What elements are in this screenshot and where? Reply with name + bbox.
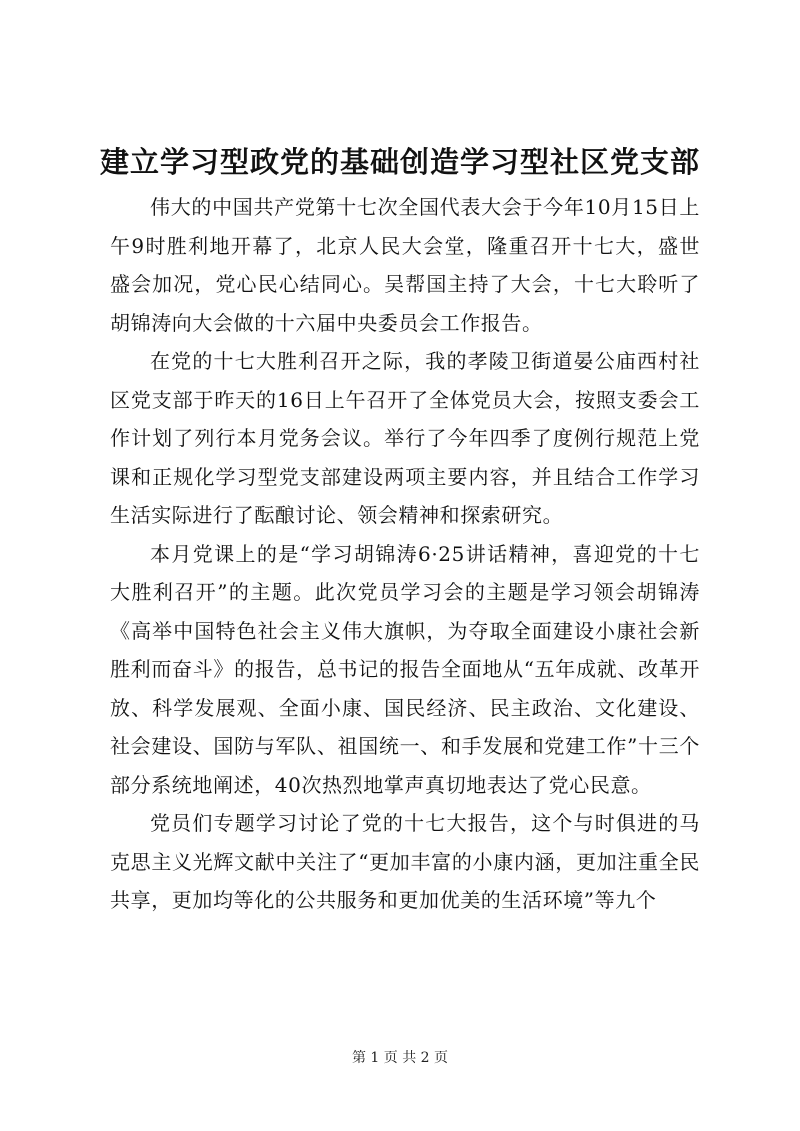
paragraph-4: 党员们专题学习讨论了党的十七大报告，这个与时俱进的马克思主义光辉文献中关注了“更加丰富的小康内涵，更加注重全民共享，更加均等化的公共服务和更加优美的生活环境”等九个 [110, 811, 700, 912]
paragraph-3: 本月党课上的是“学习胡锦涛6·25讲话精神，喜迎党的十七大胜利召开”的主题。此次党员学习会的主题是学习领会胡锦涛《高举中国特色社会主义伟大旗帜，为夺取全面建设小康社会新胜利而奋斗》的报告，总书记的报告全面地从“五年成就、改革开放、科学发展观、全面小康、国民经济、民主政治、文化建设、社会建设、国防与军队、祖国统一、和手发展和党建工作”十三个部分系统地阐述，40次热烈地掌声真切地表达了党心民意。 [110, 541, 700, 797]
paragraph-1: 伟大的中国共产党第十七次全国代表大会于今年10月15日上午9时胜利地开幕了，北京人民大会堂，隆重召开十七大，盛世盛会加况，党心民心结同心。吴帮国主持了大会，十七大聆听了胡锦涛向大会做的十六届中央委员会工作报告。 [110, 195, 700, 335]
page-footer: 第 1 页 共 2 页 [351, 1050, 449, 1066]
document-body [110, 188, 700, 920]
paragraph-2: 在党的十七大胜利召开之际，我的孝陵卫街道晏公庙西村社区党支部于昨天的16日上午召开了全体党员大会，按照支委会工作计划了列行本月党务会议。举行了今年四季了度例行规范上党课和正规化学习型党支部建设两项主要内容，并且结合工作学习生活实际进行了酝酿讨论、领会精神和探索研究。 [110, 349, 700, 527]
document-title: 建立学习型政党的基础创造学习型社区党支部 [99, 145, 700, 179]
